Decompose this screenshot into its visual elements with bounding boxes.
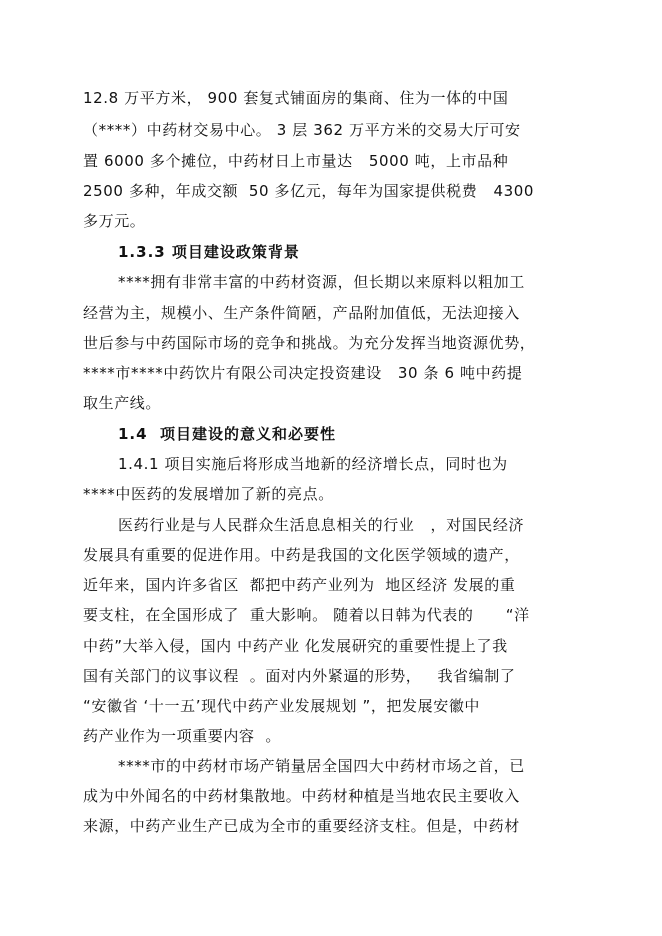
paragraph-line: 药产业作为一项重要内容 。 <box>83 727 281 745</box>
section-heading-1-4-1: 1.4.1 项目实施后将形成当地新的经济增长点，同时也为 <box>118 455 508 473</box>
paragraph-line: 2500 多种，年成交额 50 多亿元，每年为国家提供税费 4300 <box>83 182 535 200</box>
paragraph-line: 要支柱，在全国形成了 重大影响。 随着以日韩为代表的 “洋 <box>83 606 530 624</box>
paragraph-line: 来源，中药产业生产已成为全市的重要经济支柱。但是，中药材 <box>83 817 520 835</box>
section-heading-1-3-3: 1.3.3 项目建设政策背景 <box>118 243 300 261</box>
section-heading-1-4: 1.4 项目建设的意义和必要性 <box>118 425 337 443</box>
paragraph-line: 世后参与中药国际市场的竞争和挑战。为充分发挥当地资源优势， <box>83 334 536 352</box>
paragraph-line: 多万元。 <box>83 212 146 230</box>
paragraph-line: 经营为主，规模小、生产条件简陋，产品附加值低，无法迎接入 <box>83 304 520 322</box>
paragraph-line: 中药”大举入侵，国内 中药产业 化发展研究的重要性提上了我 <box>83 637 508 655</box>
paragraph-line: （****）中药材交易中心。 3 层 362 万平方米的交易大厅可安 <box>83 121 521 139</box>
paragraph-line: ****拥有非常丰富的中药材资源，但长期以来原料以粗加工 <box>118 273 525 291</box>
paragraph-line: 取生产线。 <box>83 394 162 412</box>
paragraph-line: 医药行业是与人民群众生活息息相关的行业 ，对国民经济 <box>118 516 525 534</box>
paragraph-line: ****中医药的发展增加了新的亮点。 <box>83 485 334 503</box>
paragraph-line: 12.8 万平方米， 900 套复式铺面房的集商、住为一体的中国 <box>83 89 509 107</box>
paragraph-line: ****市****中药饮片有限公司决定投资建设 30 条 6 吨中药提 <box>83 364 523 382</box>
paragraph-line: 置 6000 多个摊位，中药材日上市量达 5000 吨，上市品种 <box>83 152 509 170</box>
paragraph-line: 近年来，国内许多省区 都把中药产业列为 地区经济 发展的重 <box>83 576 516 594</box>
paragraph-line: 发展具有重要的促进作用。中药是我国的文化医学领域的遗产， <box>83 546 520 564</box>
paragraph-line: ****市的中药材市场产销量居全国四大中药材市场之首，已 <box>118 757 525 775</box>
paragraph-line: 国有关部门的议事议程 。面对内外紧逼的形势， 我省编制了 <box>83 667 516 685</box>
paragraph-line: 成为中外闻名的中药材集散地。中药材种植是当地农民主要收入 <box>83 787 520 805</box>
paragraph-line: “安徽省 ‘十一五’现代中药产业发展规划 ”，把发展安徽中 <box>83 697 481 715</box>
